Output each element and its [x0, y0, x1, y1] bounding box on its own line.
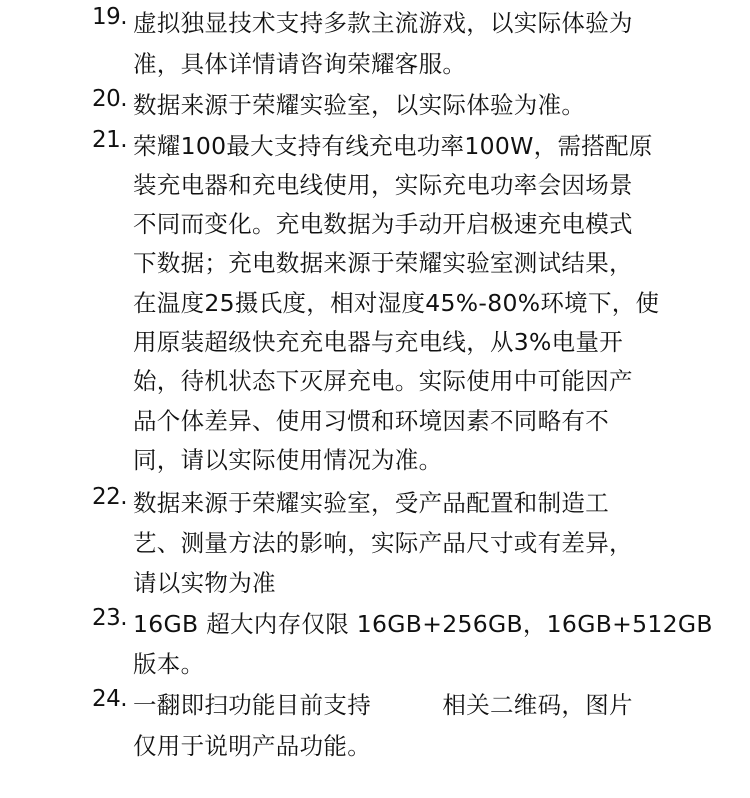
footnote-line: 版本。 [133, 650, 205, 678]
footnote-line: 用原装超级快充充电器与充电线，从3%电量开 [133, 328, 624, 356]
footnote-line: 16GB 超大内存仅限 16GB+256GB，16GB+512GB [133, 610, 713, 638]
footnote-number: 22. [92, 484, 128, 510]
footnote-number: 23. [92, 605, 128, 631]
footnote-line: 装充电器和充电线使用，实际充电功率会因场景 [133, 171, 633, 199]
footnote-number: 21. [92, 127, 128, 153]
footnote-line: 请以实物为准 [133, 569, 276, 597]
footnote-line: 荣耀100最大支持有线充电功率100W，需搭配原 [133, 132, 653, 160]
footnote-line: 艺、测量方法的影响，实际产品尺寸或有差异， [133, 529, 633, 557]
footnote-line: 虚拟独显技术支持多款主流游戏，以实际体验为 [133, 9, 633, 37]
footnote-line: 数据来源于荣耀实验室，受产品配置和制造工 [133, 489, 609, 517]
footnote-number: 20. [92, 86, 128, 112]
footnote-line: 在温度25摄氏度，相对湿度45%-80%环境下，使 [133, 289, 660, 317]
footnote-line: 一翻即扫功能目前支持 相关二维码，图片 [133, 691, 633, 719]
footnote-number: 24. [92, 686, 128, 712]
footnote-line: 不同而变化。充电数据为手动开启极速充电模式 [133, 210, 633, 238]
footnote-number: 19. [92, 4, 128, 30]
footnote-line: 准，具体详情请咨询荣耀客服。 [133, 50, 467, 78]
footnote-line: 始，待机状态下灭屏充电。实际使用中可能因产 [133, 367, 633, 395]
footnote-line: 同，请以实际使用情况为准。 [133, 446, 443, 474]
footnote-line: 品个体差异、使用习惯和环境因素不同略有不 [133, 407, 609, 435]
footnote-line: 数据来源于荣耀实验室，以实际体验为准。 [133, 91, 586, 119]
footnote-line: 下数据；充电数据来源于荣耀实验室测试结果， [133, 249, 633, 277]
footnote-line: 仅用于说明产品功能。 [133, 732, 371, 760]
